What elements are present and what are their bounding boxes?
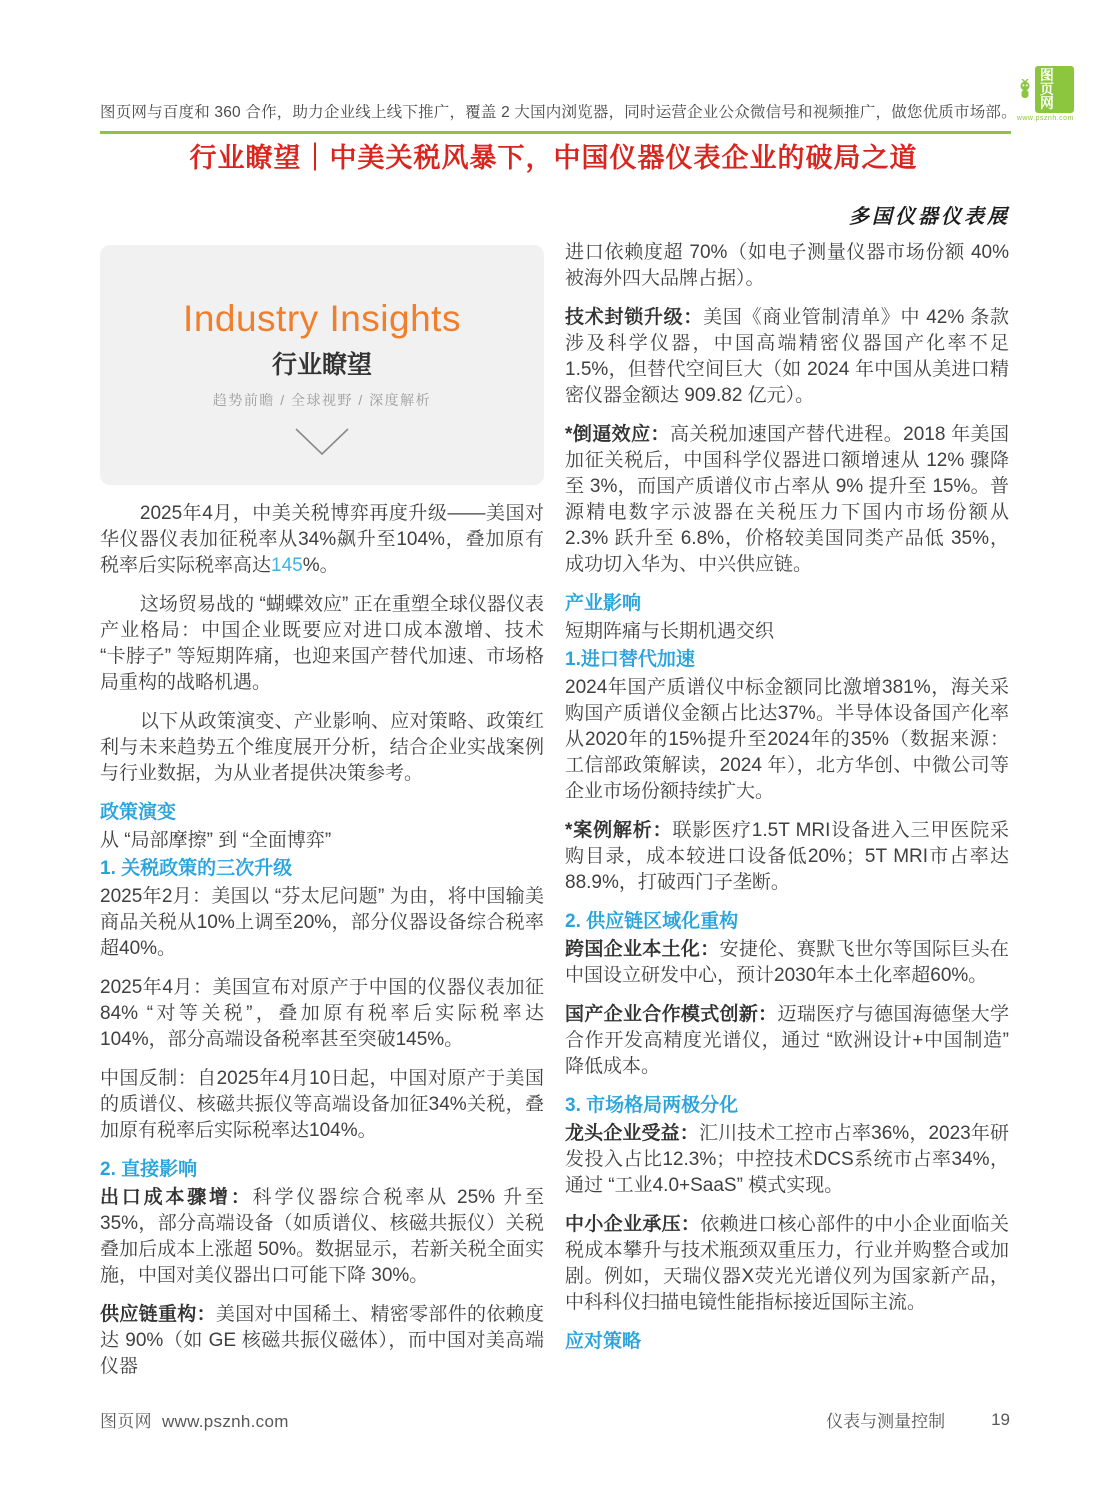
paragraph: 国产企业合作模式创新：迈瑞医疗与德国海德堡大学合作开发高精度光谱仪，通过 “欧洲设计+中国制造” 降低成本。 bbox=[565, 1004, 1009, 1077]
header-tagline: 图页网与百度和 360 合作，助力企业线上线下推广，覆盖 2 大国内浏览器，同时运营企业公众微信号和视频推广，做您优质市场部。 bbox=[100, 104, 1017, 121]
paragraph: 2025年4月：美国宣布对原产于中国的仪器仪表加征84% “对等关税”，叠加原有税率后实际税率达104%，部分高端设备税率甚至突破145%。 bbox=[100, 977, 544, 1050]
site-logo[interactable] bbox=[1017, 66, 1074, 122]
paragraph: 出口成本骤增：科学仪器综合税率从 25% 升至 35%，部分高端设备（如质谱仪、核磁共振仪）关税叠加后成本上涨超 50%。数据显示，若新关税全面实施，中国对美仪器出口可能下降 30%。 bbox=[100, 1187, 544, 1286]
logo-url: www.psznh.com bbox=[1016, 115, 1074, 122]
section-subtitle: 从 “局部摩擦” 到 “全面博弈” bbox=[100, 830, 332, 851]
paragraph: 2024年国产质谱仪中标金额同比激增381%，海关采购国产质谱仪金额占比达37%。半导体设备国产化率从2020年的15%提升至2024年的35%（数据来源：工信部政策解读，2024 年），北方华创、中微公司等企业市场份额持续扩大。 bbox=[565, 677, 1009, 802]
section-heading: 3. 市场格局两极分化 bbox=[565, 1095, 739, 1116]
section-heading: 产业影响 bbox=[565, 593, 642, 614]
section-heading: 应对策略 bbox=[565, 1331, 642, 1352]
industry-insights-banner bbox=[100, 245, 544, 485]
footer-url[interactable]: www.psznh.com bbox=[161, 1412, 289, 1431]
page-number: 19 bbox=[991, 1409, 1010, 1429]
section-heading: 政策演变 bbox=[100, 802, 177, 823]
section-heading: 1. 关税政策的三次升级 bbox=[100, 858, 293, 879]
paragraph: *案例解析：联影医疗1.5T MRI设备进入三甲医院采购目录，成本较进口设备低20%；5T MRI市占率达88.9%，打破西门子垄断。 bbox=[565, 820, 1009, 893]
footer-section-label: 仪表与测量控制 bbox=[826, 1412, 946, 1431]
chevron-down-icon bbox=[294, 427, 350, 457]
banner-title-en: Industry Insights bbox=[183, 297, 461, 339]
footer-brand-name: 图页网 bbox=[100, 1412, 152, 1431]
paragraph: *倒逼效应：高关税加速国产替代进程。2018 年美国加征关税后，中国科学仪器进口额增速从 12% 骤降至 3%，而国产质谱仪市占率从 9% 提升至 15%。普源精电数字示波器在关税压力下国内市场份额从 2.3% 跃升至 6.8%，价格较美国同类产品低 35%，成功切入华为、中兴供应链。 bbox=[565, 424, 1009, 575]
logo-wordmark: 图页网 bbox=[1035, 66, 1074, 113]
paragraph: 以下从政策演变、产业影响、应对策略、政策红利与未来趋势五个维度展开分析，结合企业实战案例与行业数据，为从业者提供决策参考。 bbox=[100, 711, 544, 784]
paragraph-lead: 技术封锁升级： bbox=[565, 307, 704, 328]
section-heading: 2. 供应链区域化重构 bbox=[565, 911, 739, 932]
mascot-icon bbox=[1017, 79, 1033, 101]
article-title: 行业瞭望｜中美关税风暴下，中国仪器仪表企业的破局之道 bbox=[189, 143, 918, 173]
paragraph: 中小企业承压：依赖进口核心部件的中小企业面临关税成本攀升与技术瓶颈双重压力，行业并购整合或加剧。例如，天瑞仪器X荧光光谱仪列为国家新产品，中科科仪扫描电镜性能指标接近国际主流。 bbox=[565, 1214, 1009, 1313]
paragraph: 中国反制：自2025年4月10日起，中国对原产于美国的质谱仪、核磁共振仪等高端设备加征34%关税，叠加原有税率后实际税率达104%。 bbox=[100, 1068, 544, 1141]
paragraph: 2025年2月：美国以 “芬太尼问题” 为由，将中国输美商品关税从10%上调至20%，部分仪器设备综合税率超40%。 bbox=[100, 886, 544, 959]
paragraph-lead: *案例解析： bbox=[565, 820, 673, 841]
paragraph-lead: 龙头企业受益： bbox=[565, 1123, 699, 1144]
paragraph: 供应链重构：美国对中国稀土、精密零部件的依赖度达 90%（如 GE 核磁共振仪磁体），而中国对美高端仪器 bbox=[100, 1304, 544, 1377]
left-column bbox=[100, 245, 544, 1393]
paragraph-lead: 出口成本骤增： bbox=[100, 1187, 253, 1208]
paragraph: 龙头企业受益：汇川技术工控市占率36%，2023年研发投入占比12.3%；中控技术DCS系统市占率34%，通过 “工业4.0+SaaS” 模式实现。 bbox=[565, 1123, 1009, 1196]
right-column bbox=[565, 240, 1009, 1357]
page-header bbox=[100, 66, 1074, 134]
paragraph: 这场贸易战的 “蝴蝶效应” 正在重塑全球仪器仪表产业格局：中国企业既要应对进口成本激增、技术 “卡脖子” 等短期阵痛，也迎来国产替代加速、市场格局重构的战略机遇。 bbox=[100, 594, 544, 693]
paragraph: 2025年4月，中美关税博弈再度升级——美国对华仪器仪表加征税率从34%飙升至104%，叠加原有税率后实际税率高达145%。 bbox=[100, 503, 544, 576]
paragraph-lead: 供应链重构： bbox=[100, 1304, 216, 1325]
paragraph-lead: 跨国企业本土化： bbox=[565, 939, 720, 960]
section-heading: 1.进口替代加速 bbox=[565, 649, 695, 670]
banner-title-cn: 行业瞭望 bbox=[271, 350, 372, 379]
highlighted-value: 145 bbox=[271, 555, 303, 576]
page-footer bbox=[100, 1407, 1010, 1432]
paragraph-lead: *倒逼效应： bbox=[565, 424, 670, 445]
signature-text: 多国仪器仪表展 bbox=[849, 204, 1010, 228]
section-subtitle: 短期阵痛与长期机遇交织 bbox=[565, 621, 775, 642]
section-heading: 2. 直接影响 bbox=[100, 1159, 198, 1180]
banner-tags: 趋势前瞻 / 全球视野 / 深度解析 bbox=[212, 391, 432, 408]
paragraph-lead: 国产企业合作模式创新： bbox=[565, 1004, 778, 1025]
footer-brand bbox=[100, 1407, 289, 1432]
paragraph: 进口依赖度超 70%（如电子测量仪器市场份额 40% 被海外四大品牌占据）。 bbox=[565, 242, 1009, 289]
paragraph: 技术封锁升级：美国《商业管制清单》中 42% 条款涉及科学仪器，中国高端精密仪器国产化率不足 1.5%，但替代空间巨大（如 2024 年中国从美进口精密仪器金额达 909.82 亿元）。 bbox=[565, 307, 1009, 406]
paragraph: 跨国企业本土化：安捷伦、赛默飞世尔等国际巨头在中国设立研发中心，预计2030年本土化率超60%。 bbox=[565, 939, 1009, 986]
paragraph-lead: 中小企业承压： bbox=[565, 1214, 701, 1235]
